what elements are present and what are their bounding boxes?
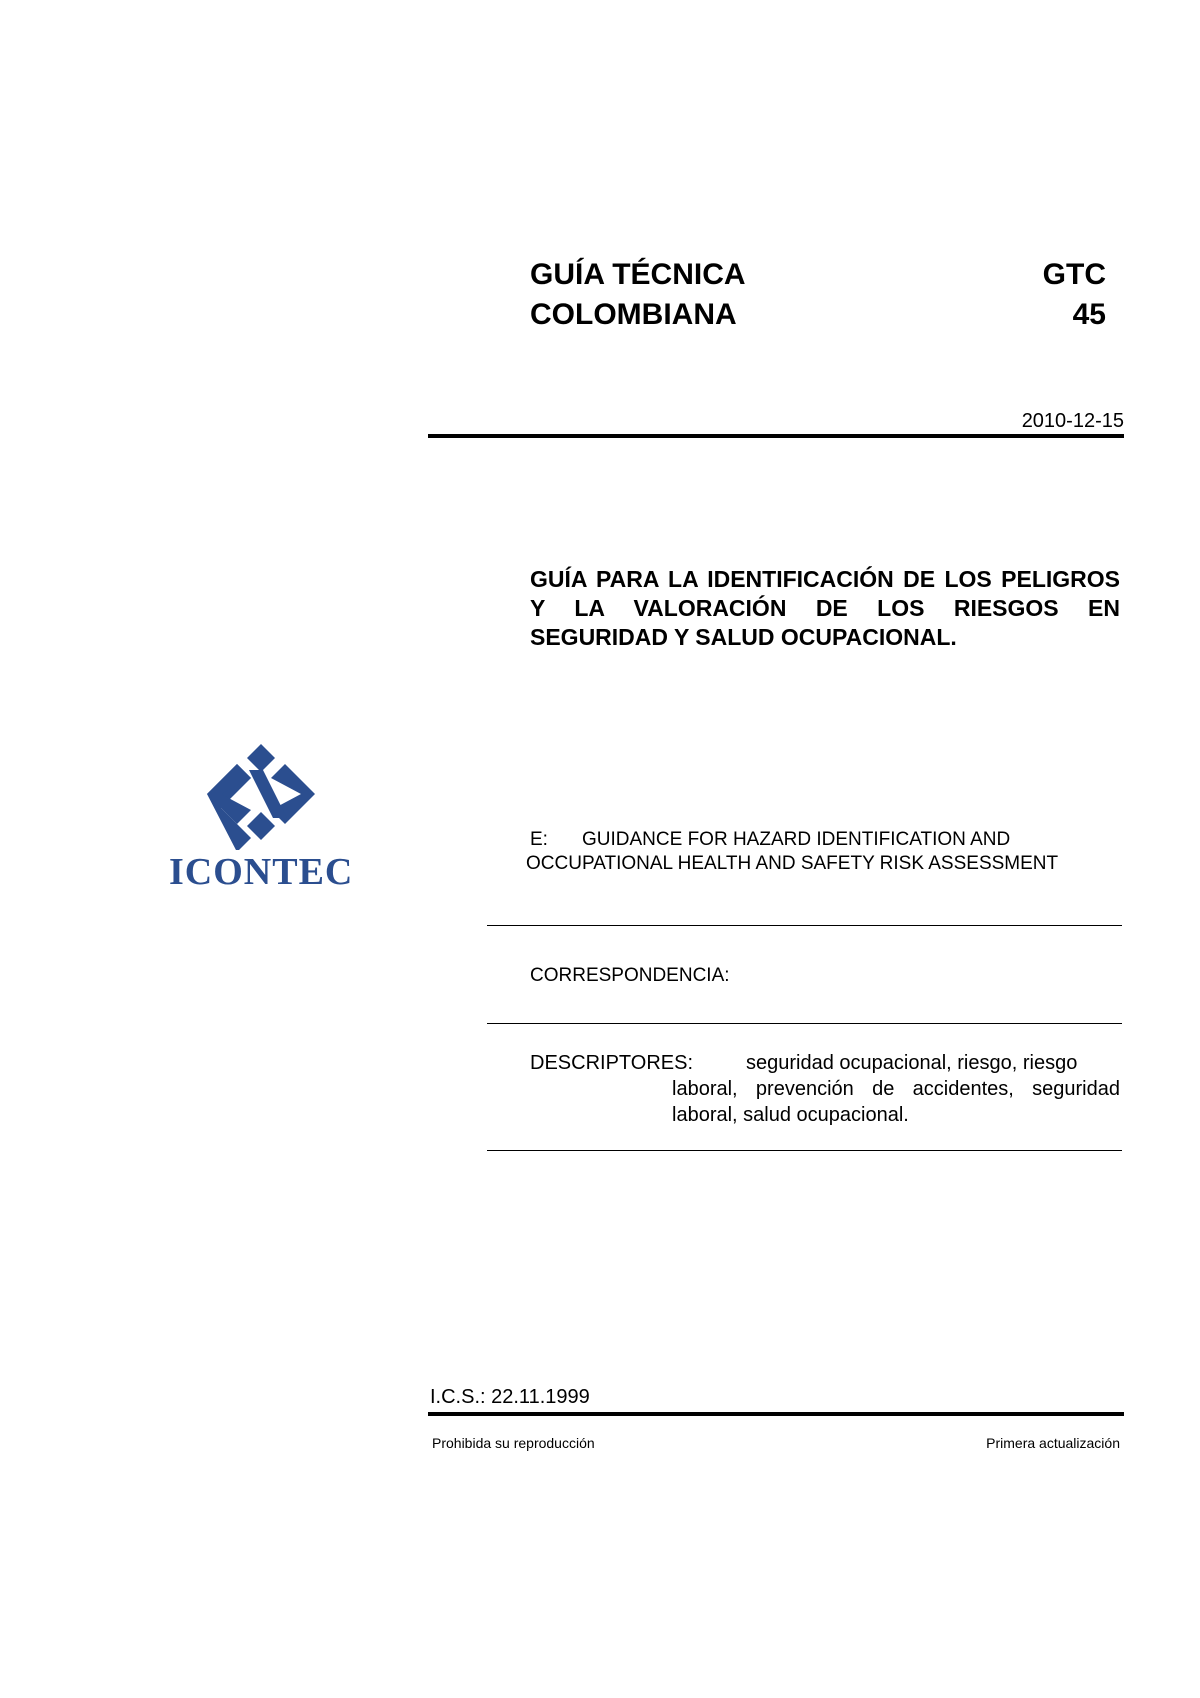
divider-3 xyxy=(487,1150,1122,1151)
divider-1 xyxy=(487,925,1122,926)
header-divider xyxy=(428,434,1124,438)
logo-wordmark: ICONTEC xyxy=(169,851,354,893)
document-title: GUÍA PARA LA IDENTIFICACIÓN DE LOS PELIGROS Y LA VALORACIÓN DE LOS RIESGOS EN SEGURIDAD Y SALUD OCUPACIONAL. xyxy=(530,566,1120,650)
divider-2 xyxy=(487,1023,1122,1024)
doc-code-line1: GTC xyxy=(1042,258,1106,291)
publication-date: 2010-12-15 xyxy=(1021,410,1124,432)
descriptors-rest: laboral, prevención de accidentes, seguridad laboral, salud ocupacional. xyxy=(672,1078,1120,1126)
reproduction-notice: Prohibida su reproducción xyxy=(432,1435,595,1451)
guide-type-line1: GUÍA TÉCNICA xyxy=(530,258,746,291)
descriptors-label: DESCRIPTORES: xyxy=(530,1052,693,1074)
english-title-line2: OCCUPATIONAL HEALTH AND SAFETY RISK ASSESSMENT xyxy=(526,853,1059,874)
ics-code: I.C.S.: 22.11.1999 xyxy=(430,1386,590,1408)
descriptors-line1: seguridad ocupacional, riesgo, riesgo xyxy=(746,1052,1078,1074)
footer-divider xyxy=(428,1412,1124,1416)
update-notice: Primera actualización xyxy=(986,1435,1120,1451)
english-title-line1: GUIDANCE FOR HAZARD IDENTIFICATION AND xyxy=(582,829,1011,850)
doc-code-line2: 45 xyxy=(1072,298,1106,331)
icontec-emblem-icon xyxy=(165,740,365,850)
icontec-logo xyxy=(165,740,365,900)
guide-type-line2: COLOMBIANA xyxy=(530,298,737,331)
english-prefix: E: xyxy=(530,829,548,850)
correspondence-label: CORRESPONDENCIA: xyxy=(530,965,730,986)
